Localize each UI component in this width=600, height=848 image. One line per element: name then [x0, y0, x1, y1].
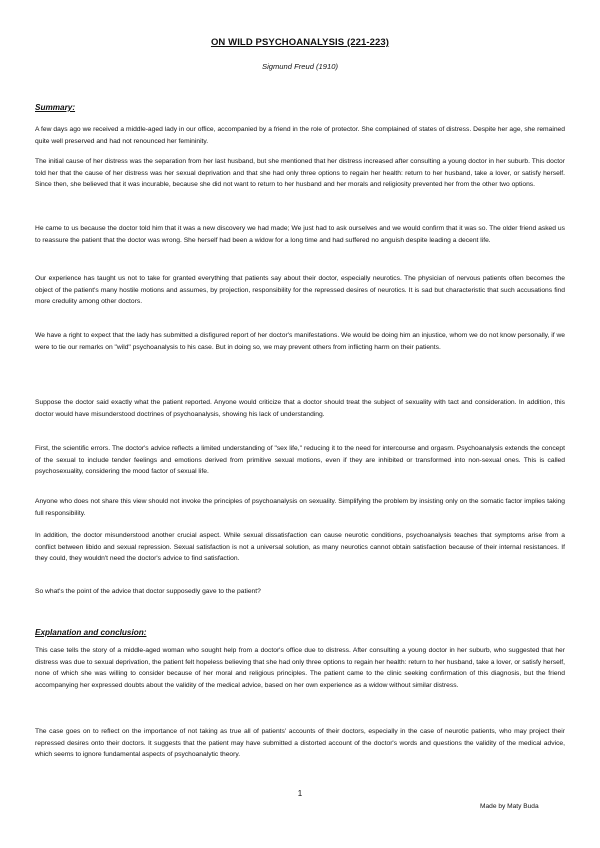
summary-paragraph-2: The initial cause of her distress was the separation from her last husband, but she mentioned that her distress increased after consulting a young doctor in her suburb. This doctor told her that the cause of her distress was her sexual deprivation and that she had only three options to regain her health: return to her husband, take a lover, or satisfy herself. Since then, she believed that it was incurable, because she did not want to return to her husband and her morals and religiosity prevented her from the other two options. [35, 158, 565, 189]
document-title: ON WILD PSYCHOANALYSIS (221-223) [210, 37, 390, 48]
summary-paragraph-5: We have a right to expect that the lady has submitted a disfigured report of her doctor's manifestations. We would be doing him an injustice, whom we do not know personally, if we were to tie our remarks on "wild" psychoanalysis to his case. But in doing so, we may prevent others from inflicting harm on their patients. [35, 332, 565, 351]
summary-paragraph-4: Our experience has taught us not to take for granted everything that patients say about their doctor, especially neurotics. The physician of nervous patients often becomes the object of the patient's many hostile motions and assumes, by projection, responsibility for the repressed desires of neurotics. It is sad but characteristic that such accusations find more credulity among other doctors. [35, 275, 565, 306]
body-paragraph-3: Anyone who does not share this view should not invoke the principles of psychoanalysis on sexuality. Simplifying the problem by insisting only on the somatic factor implies taking full responsibility. [35, 498, 565, 517]
conclusion-paragraph-1: This case tells the story of a middle-aged woman who sought help from a doctor's office due to distress. After consulting a young doctor in her suburb, who suggested that her distress was due to sexual deprivation, the patient felt hopeless believing that she had only three options to regain her health: return to her husband, take a lover, or satisfy herself, none of which she was willing to consider because of her moral and religious principles. The patient came to the clinic seeking confirmation of this diagnosis, but the friend accompanying her expressed doubts about the validity of the medical advice, based on her own experience as a widow without similar distress. [35, 647, 565, 690]
body-paragraph-2: First, the scientific errors. The doctor's advice reflects a limited understanding of "sex life," reducing it to the need for intercourse and orgasm. Psychoanalysis extends the concept of the sexual to include tender feelings and emotions derived from primitive sexual motions, even if they are inhibited or transformed into non-sexual ones. This is called psychosexuality, considering the mood factor of sexual life. [35, 445, 565, 476]
conclusion-heading: Explanation and conclusion: [35, 628, 147, 637]
summary-heading: Summary: [35, 103, 76, 112]
body-paragraph-1: Suppose the doctor said exactly what the patient reported. Anyone would criticize that a doctor should treat the subject of sexuality with tact and consideration. In addition, this doctor would have misunderstood doctrines of psychoanalysis, showing his lack of understanding. [35, 399, 565, 418]
author-credit: Made by Maty Buda [480, 803, 539, 810]
summary-paragraph-3: He came to us because the doctor told him that it was a new discovery we had made; We just had to ask ourselves and we would confirm that it was so. The older friend asked us to reassure the patient that the doctor was wrong. She herself had been a widow for a long time and had suffered no anguish despite leading a decent life. [35, 225, 565, 244]
conclusion-paragraph-2: The case goes on to reflect on the importance of not taking as true all of patients' accounts of their doctors, especially in the case of neurotic patients, who may project their repressed desires onto their doctors. It suggests that the patient may have submitted a distorted account of the doctor's words and questions the validity of the medical advice, which seems to ignore fundamental aspects of psychoanalytic theory. [35, 728, 565, 759]
document-author: Sigmund Freud (1910) [262, 62, 338, 71]
body-paragraph-5: So what's the point of the advice that doctor supposedly gave to the patient? [35, 588, 261, 595]
body-paragraph-4: In addition, the doctor misunderstood another crucial aspect. While sexual dissatisfaction can cause neurotic conditions, psychoanalysis teaches that symptoms arise from a conflict between libido and sexual repression. Sexual satisfaction is not a universal solution, as many neurotics cannot obtain satisfaction because of their internal resistances. If they could, they wouldn't need the doctor's advice to find satisfaction. [35, 532, 565, 563]
page-number: 1 [297, 789, 303, 798]
summary-paragraph-1: A few days ago we received a middle-aged lady in our office, accompanied by a friend in the role of protector. She complained of states of distress. Despite her age, she remained quite well preserved and had not renounced her femininity. [35, 126, 565, 145]
